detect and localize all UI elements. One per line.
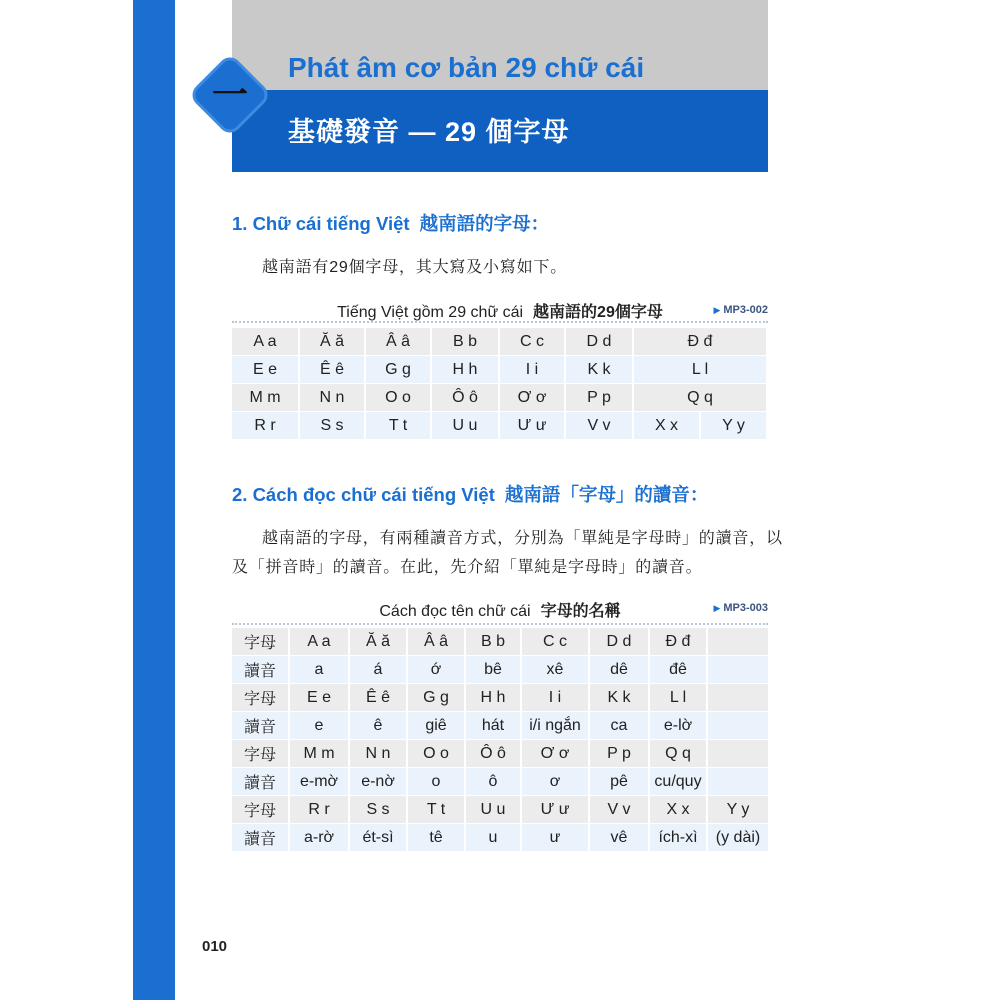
letter-names-table-cell: bê <box>466 656 520 683</box>
page-title-chinese: 基礎發音 — 29 個字母 <box>288 117 570 147</box>
letter-names-table-cell: T t <box>408 796 464 823</box>
letter-names-table-cell: ớ <box>408 656 464 683</box>
table1-caption-zh: 越南語的29個字母 <box>533 304 663 321</box>
alphabet-table-cell: Â â <box>366 328 430 355</box>
table2-caption-zh: 字母的名稱 <box>540 603 621 620</box>
letter-names-table-cell <box>708 768 768 795</box>
letter-names-table-cell: A a <box>290 628 348 655</box>
alphabet-table-cell: R r <box>232 412 298 439</box>
section2-heading <box>232 481 708 507</box>
letter-names-table-cell: e-nờ <box>350 768 406 795</box>
letter-names-table-cell <box>708 656 768 683</box>
letter-names-table-cell: K k <box>590 684 648 711</box>
alphabet-table-cell: G g <box>366 356 430 383</box>
alphabet-table-cell: B b <box>432 328 498 355</box>
table2-caption-vi: Cách đọc tên chữ cái <box>379 603 531 620</box>
alphabet-table-cell: M m <box>232 384 298 411</box>
letter-names-table-cell: E e <box>290 684 348 711</box>
letter-names-table-cell: ét-sì <box>350 824 406 851</box>
letter-names-table-cell: S s <box>350 796 406 823</box>
row-label-cell: 讀音 <box>232 768 288 795</box>
letter-names-table-cell: cu/quy <box>650 768 706 795</box>
letter-names-table-cell: ơ <box>522 768 588 795</box>
letter-names-table-cell: H h <box>466 684 520 711</box>
letter-names-table-cell: giê <box>408 712 464 739</box>
letter-names-table-cell <box>708 712 768 739</box>
page-number: 010 <box>202 938 228 955</box>
alphabet-table-cell: Ê ê <box>300 356 364 383</box>
alphabet-table-cell: Q q <box>634 384 766 411</box>
letter-names-table-cell: I i <box>522 684 588 711</box>
alphabet-table-cell: I i <box>500 356 564 383</box>
letter-names-table-cell: Ơ ơ <box>522 740 588 767</box>
alphabet-table-cell: Ư ư <box>500 412 564 439</box>
alphabet-table-cell: Ă ă <box>300 328 364 355</box>
row-label-cell: 字母 <box>232 628 288 655</box>
letter-names-table-cell: ư <box>522 824 588 851</box>
letter-names-table-cell: dê <box>590 656 648 683</box>
audio-track-id: MP3-003 <box>723 602 768 614</box>
alphabet-table-cell: C c <box>500 328 564 355</box>
alphabet-table-cell: V v <box>566 412 632 439</box>
play-triangle-icon: ▶ <box>713 603 721 613</box>
letter-names-table-cell: ô <box>466 768 520 795</box>
dotted-divider <box>232 321 768 323</box>
page-title-vietnamese: Phát âm cơ bản 29 chữ cái <box>288 52 645 83</box>
letter-names-table <box>232 628 768 851</box>
letter-names-table-cell: ê <box>350 712 406 739</box>
alphabet-table-cell: Ơ ơ <box>500 384 564 411</box>
audio-track-id: MP3-002 <box>723 304 768 316</box>
letter-names-table-cell: M m <box>290 740 348 767</box>
alphabet-table <box>232 328 768 439</box>
letter-names-table-cell: V v <box>590 796 648 823</box>
letter-names-table-cell: Ă ă <box>350 628 406 655</box>
left-color-band <box>133 0 175 1000</box>
letter-names-table-cell: D d <box>590 628 648 655</box>
row-label-cell: 讀音 <box>232 656 288 683</box>
letter-names-table-cell: e-mờ <box>290 768 348 795</box>
section-number: 一 <box>211 74 248 115</box>
alphabet-table-cell: L l <box>634 356 766 383</box>
dotted-divider <box>232 623 768 625</box>
row-label-cell: 讀音 <box>232 712 288 739</box>
letter-names-table-cell: Ê ê <box>350 684 406 711</box>
letter-names-table-cell: G g <box>408 684 464 711</box>
letter-names-table-cell: U u <box>466 796 520 823</box>
alphabet-table-cell: Ô ô <box>432 384 498 411</box>
row-label-cell: 字母 <box>232 684 288 711</box>
letter-names-table-cell: e <box>290 712 348 739</box>
section2-heading-zh: 越南語「字母」的讀音： <box>504 484 709 505</box>
letter-names-table-cell <box>708 740 768 767</box>
row-label-cell: 字母 <box>232 740 288 767</box>
row-label-cell: 字母 <box>232 796 288 823</box>
letter-names-table-cell: hát <box>466 712 520 739</box>
letter-names-table-cell <box>708 684 768 711</box>
letter-names-table-cell: C c <box>522 628 588 655</box>
letter-names-table-cell: Â â <box>408 628 464 655</box>
letter-names-table-cell: N n <box>350 740 406 767</box>
alphabet-table-cell: A a <box>232 328 298 355</box>
letter-names-table-cell: P p <box>590 740 648 767</box>
letter-names-table-cell: O o <box>408 740 464 767</box>
letter-names-table-cell: Ư ư <box>522 796 588 823</box>
alphabet-table-cell: K k <box>566 356 632 383</box>
letter-names-table-cell: ca <box>590 712 648 739</box>
alphabet-table-cell: T t <box>366 412 430 439</box>
letter-names-table-cell: pê <box>590 768 648 795</box>
alphabet-table-cell: O o <box>366 384 430 411</box>
table1-caption <box>232 299 768 322</box>
letter-names-table-cell: e-lờ <box>650 712 706 739</box>
letter-names-table-cell: i/i ngắn <box>522 712 588 739</box>
letter-names-table-cell: u <box>466 824 520 851</box>
section2-heading-vi: 2. Cách đọc chữ cái tiếng Việt <box>232 484 495 505</box>
letter-names-table-cell: a <box>290 656 348 683</box>
play-triangle-icon: ▶ <box>713 305 721 315</box>
audio-track-label <box>713 304 768 316</box>
letter-names-table-cell: L l <box>650 684 706 711</box>
letter-names-table-cell: ích-xì <box>650 824 706 851</box>
section2-paragraph-line2: 及「拼音時」的讀音。在此，先介紹「單純是字母時」的讀音。 <box>232 559 703 576</box>
letter-names-table-cell: a-rờ <box>290 824 348 851</box>
alphabet-table-cell: P p <box>566 384 632 411</box>
letter-names-table-cell: (y dài) <box>708 824 768 851</box>
letter-names-table-cell: o <box>408 768 464 795</box>
alphabet-table-cell: E e <box>232 356 298 383</box>
alphabet-table-cell: Y y <box>701 412 766 439</box>
alphabet-table-cell: X x <box>634 412 699 439</box>
table1-caption-vi: Tiếng Việt gồm 29 chữ cái <box>337 304 524 321</box>
section1-heading <box>232 210 549 236</box>
letter-names-table-cell: R r <box>290 796 348 823</box>
alphabet-table-cell: H h <box>432 356 498 383</box>
letter-names-table-cell: Ô ô <box>466 740 520 767</box>
alphabet-table-cell: U u <box>432 412 498 439</box>
alphabet-table-cell: N n <box>300 384 364 411</box>
section1-heading-vi: 1. Chữ cái tiếng Việt <box>232 213 410 234</box>
letter-names-table-cell: X x <box>650 796 706 823</box>
letter-names-table-cell: vê <box>590 824 648 851</box>
table2-caption <box>232 598 768 621</box>
letter-names-table-cell: Q q <box>650 740 706 767</box>
letter-names-table-cell: đê <box>650 656 706 683</box>
letter-names-table-cell: á <box>350 656 406 683</box>
alphabet-table-cell: Đ đ <box>634 328 766 355</box>
letter-names-table-cell: B b <box>466 628 520 655</box>
audio-track-label <box>713 602 768 614</box>
row-label-cell: 讀音 <box>232 824 288 851</box>
letter-names-table-cell: xê <box>522 656 588 683</box>
alphabet-table-cell: S s <box>300 412 364 439</box>
letter-names-table-cell: Y y <box>708 796 768 823</box>
section1-paragraph: 越南語有29個字母，其大寫及小寫如下。 <box>262 259 567 276</box>
letter-names-table-cell: tê <box>408 824 464 851</box>
letter-names-table-cell <box>708 628 768 655</box>
letter-names-table-cell: Đ đ <box>650 628 706 655</box>
alphabet-table-cell: D d <box>566 328 632 355</box>
section1-heading-zh: 越南語的字母： <box>419 213 550 234</box>
section2-paragraph-line1: 越南語的字母，有兩種讀音方式，分別為「單純是字母時」的讀音，以 <box>262 530 783 547</box>
